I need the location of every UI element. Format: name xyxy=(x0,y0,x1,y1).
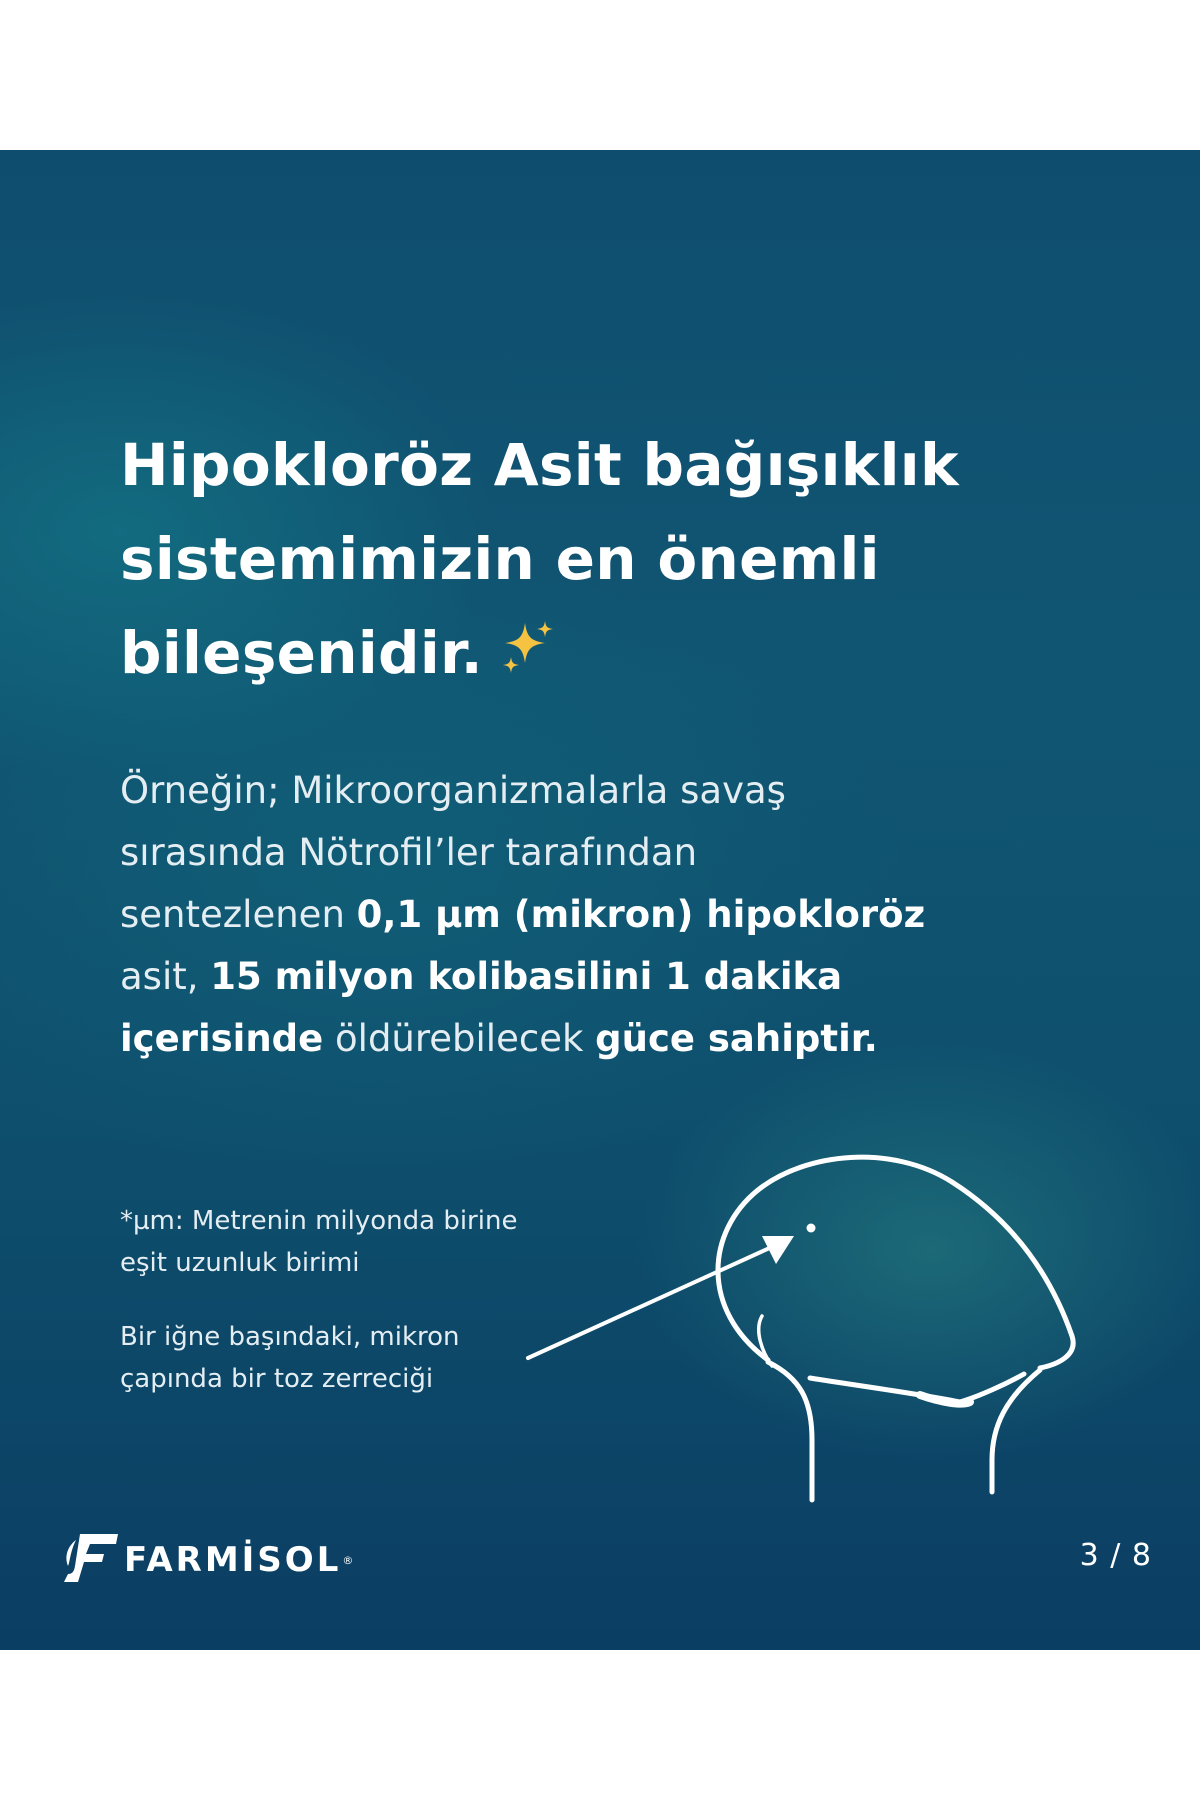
body-line-5-bold-b: güce sahiptir. xyxy=(595,1017,878,1060)
body-line-3 xyxy=(120,884,1100,946)
body-line-4 xyxy=(120,946,1100,1008)
brand-logo xyxy=(60,1532,353,1588)
page-counter: 3 / 8 xyxy=(1079,1538,1152,1573)
headline-line-3-text: bileşenidir. xyxy=(120,619,484,687)
headline-line-2: sistemimizin en önemli xyxy=(120,525,880,593)
body-line-4-normal: asit, xyxy=(120,955,211,998)
body-line-4-bold: 15 milyon kolibasilini 1 dakika xyxy=(210,955,843,998)
body-line-3-normal: sentezlenen xyxy=(120,893,357,936)
pin-caption-line-2: çapında bir toz zerreciği xyxy=(120,1364,434,1394)
headline-line-1: Hipokloröz Asit bağışıklık xyxy=(120,431,959,499)
body-line-5-normal: öldürebilecek xyxy=(323,1017,596,1060)
brand-name: FARMİSOL xyxy=(124,1540,342,1580)
farmisol-logo-icon xyxy=(60,1532,120,1588)
registered-mark: ® xyxy=(342,1553,354,1567)
sparkles-icon xyxy=(497,610,557,704)
body-line-1: Örneğin; Mikroorganizmalarla savaş xyxy=(120,769,786,812)
body-line-2: sırasında Nötrofil’ler tarafından xyxy=(120,831,698,874)
micron-definition-line-2: eşit uzunluk birimi xyxy=(120,1248,360,1278)
body-line-5-bold-a: içerisinde xyxy=(120,1017,324,1060)
pin-head-icon xyxy=(500,1140,1100,1520)
body-paragraph xyxy=(120,760,1100,1070)
body-line-3-bold: 0,1 µm (mikron) hipokloröz xyxy=(356,893,926,936)
pin-caption-line-1: Bir iğne başındaki, mikron xyxy=(120,1322,460,1352)
body-line-5 xyxy=(120,1008,1100,1070)
slide-card xyxy=(0,150,1200,1650)
micron-definition-line-1: *µm: Metrenin milyonda birine xyxy=(120,1206,518,1236)
headline xyxy=(120,418,1080,704)
headline-line-3 xyxy=(120,606,1080,704)
